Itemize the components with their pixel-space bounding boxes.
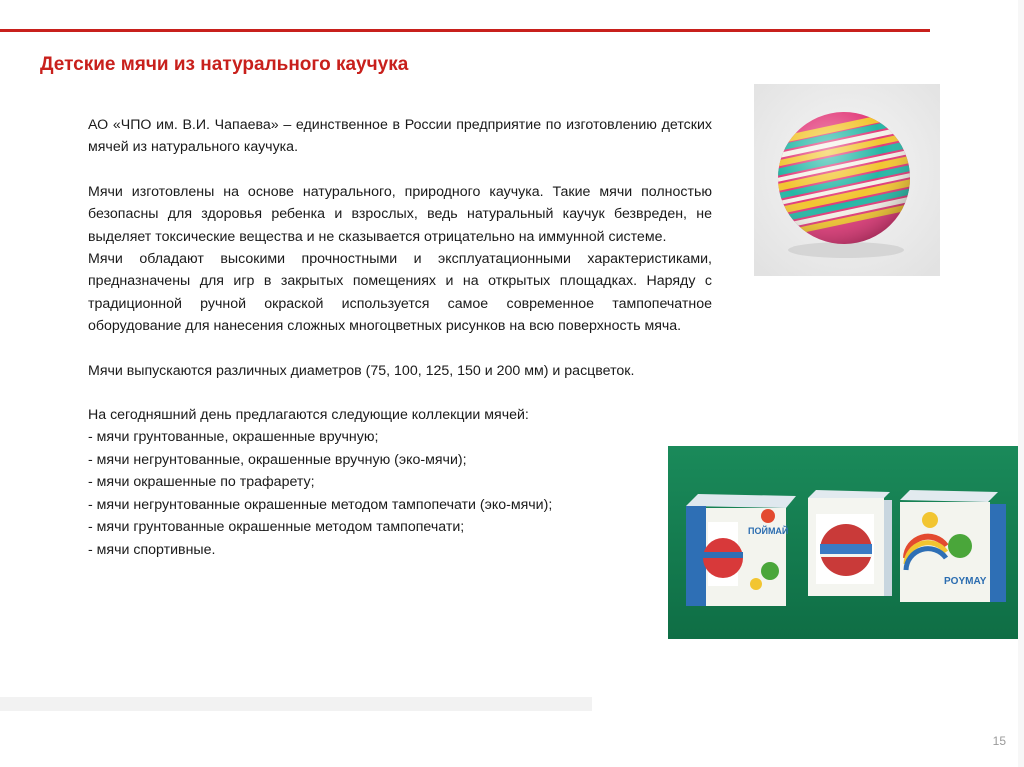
paragraph-properties: Мячи обладают высокими прочностными и эксплуатационными характеристиками, предназначены для игр в закрытых помещениях и на открытых площадках. Наряду с традиционной ручной окраской используется самое современное тампопечатное оборудование для нанесения сложных многоцветных рисунков на всю поверхность мяча.: [88, 251, 712, 335]
right-edge: [1018, 0, 1024, 767]
list-item: - мячи спортивные.: [88, 541, 216, 558]
paragraph-intro: АО «ЧПО им. В.И. Чапаева» – единственное в России предприятие по изготовлению детских мячей из натурального каучука.: [88, 117, 712, 156]
header-rule: [0, 29, 930, 32]
ball-photo: [754, 84, 940, 276]
collections-list: [88, 426, 712, 560]
box-brand-label: ПОЙМАЙ: [748, 526, 789, 536]
page-number: 15: [992, 734, 1006, 748]
page-title: Детские мячи из натурального каучука: [40, 54, 409, 75]
list-item: - мячи негрунтованные окрашенные методом тампопечати (эко-мячи);: [88, 496, 553, 513]
paragraph-sizes: Мячи выпускаются различных диаметров (75, 100, 125, 150 и 200 мм) и расцветок.: [88, 362, 635, 379]
body-text: [88, 114, 712, 561]
list-item: - мячи окрашенные по трафарету;: [88, 474, 315, 491]
paragraph-material: Мячи изготовлены на основе натурального, природного каучука. Такие мячи полностью безопасны для здоровья ребенка и взрослых, ведь натуральный каучук безвреден, не выделяет токсические вещества и не сказывается отрицательно на иммунной системе.: [88, 183, 712, 245]
list-item: - мячи грунтованные окрашенные методом тампопечати;: [88, 519, 465, 536]
box-brand-label: POYMAY: [944, 576, 987, 587]
footer-bar: [0, 697, 592, 711]
list-item: - мячи негрунтованные, окрашенные вручную (эко-мячи);: [88, 451, 467, 468]
box-photo: [668, 446, 1024, 639]
list-item: - мячи грунтованные, окрашенные вручную;: [88, 429, 379, 446]
collections-intro: На сегодняшний день предлагаются следующие коллекции мячей:: [88, 407, 529, 424]
